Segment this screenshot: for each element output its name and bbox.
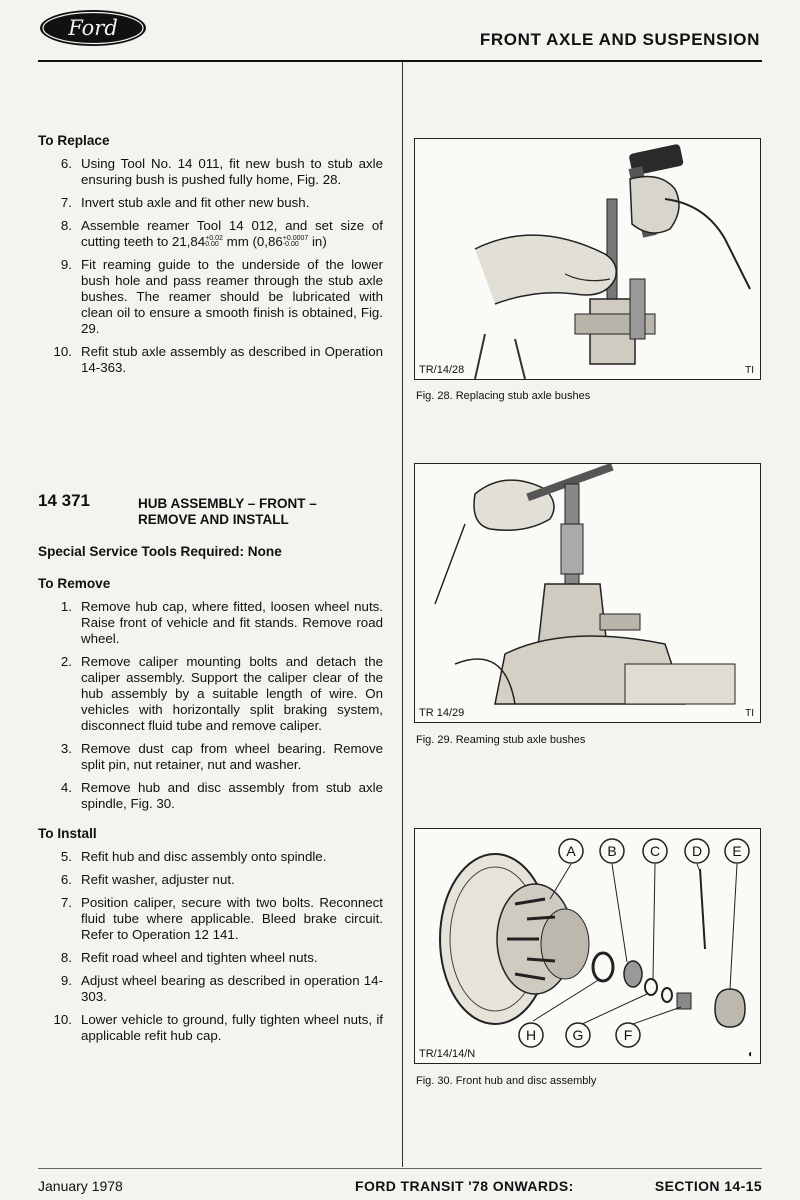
- step-number: 10.: [53, 344, 72, 359]
- list-item: [38, 780, 383, 812]
- list-item: [38, 654, 383, 734]
- step-text: Remove dust cap from wheel bearing. Remove split pin, nut retainer, nut and washer.: [81, 741, 383, 772]
- replace-heading: To Replace: [38, 133, 110, 148]
- label-d: D: [691, 843, 703, 859]
- step-number: 6.: [60, 156, 72, 171]
- install-heading: To Install: [38, 826, 97, 841]
- section-title: HUB ASSEMBLY – FRONT – REMOVE AND INSTALL: [138, 496, 317, 527]
- step-text: Using Tool No. 14 011, fit new bush to stub axle ensuring bush is pushed fully home, Fig. 28.: [81, 156, 383, 187]
- step-text: Lower vehicle to ground, fully tighten wheel nuts, if applicable refit hub cap.: [81, 1012, 383, 1043]
- step-number: 8.: [60, 218, 72, 233]
- tolerance-2: +0.0007 -0.00: [282, 235, 309, 249]
- step-text: Refit washer, adjuster nut.: [81, 872, 235, 887]
- figure-mark: TI: [745, 365, 754, 376]
- figure-28: [414, 138, 761, 380]
- footer-divider: [38, 1168, 762, 1169]
- step-text: Position caliper, secure with two bolts. Reconnect fluid tube where applicable. Bleed brake circuit. Refer to Operation 12 141.: [81, 895, 383, 942]
- step-number: 8.: [60, 950, 72, 965]
- label-f: F: [623, 1027, 633, 1043]
- column-divider: [402, 62, 403, 1167]
- list-item: [38, 1012, 383, 1044]
- list-item: [38, 872, 383, 888]
- bush-reaming-illustration: [415, 464, 760, 722]
- list-item: [38, 599, 383, 647]
- list-item: [38, 950, 383, 966]
- label-a: A: [566, 843, 576, 859]
- label-g: G: [572, 1027, 584, 1043]
- hub-exploded-illustration: [415, 829, 760, 1063]
- label-b: B: [607, 843, 617, 859]
- step-text: Remove hub cap, where fitted, loosen wheel nuts. Raise front of vehicle and fit stands. Remove road wheel.: [81, 599, 383, 646]
- step-text: Invert stub axle and fit other new bush.: [81, 195, 310, 210]
- figure-code: TR/14/28: [419, 364, 465, 376]
- footer-date: January 1978: [38, 1178, 123, 1194]
- step-text: Fit reaming guide to the underside of the lower bush hole and pass reamer through the stub axle bushes. The reamer should be lubricated with clean oil to ensure a smooth finish is obtained, Fig. 29.: [81, 257, 383, 336]
- step-number: 6.: [60, 872, 72, 887]
- figure-mark-icon: ◐: [747, 1049, 754, 1060]
- step-number: 10.: [53, 1012, 72, 1027]
- list-item: [38, 973, 383, 1005]
- remove-heading: To Remove: [38, 576, 111, 591]
- list-item: [38, 895, 383, 943]
- step-number: 4.: [60, 780, 72, 795]
- step-number: 2.: [60, 654, 72, 669]
- step-text: Remove caliper mounting bolts and detach the caliper assembly. Support the caliper clear of the hub assembly by a suitable length of wire. On vehicles with horizontally split braking system, disconnect fluid tube and remove caliper.: [81, 654, 383, 733]
- tolerance-1: +0.02 0.00: [205, 235, 223, 249]
- step-number: 9.: [60, 973, 72, 988]
- step-text: Refit stub axle assembly as described in Operation 14-363.: [81, 344, 383, 375]
- logo-text: Ford: [68, 16, 118, 40]
- bush-replacing-illustration: [415, 139, 760, 379]
- step-text: Adjust wheel bearing as described in operation 14-303.: [81, 973, 383, 1004]
- special-tools-note: Special Service Tools Required: None: [38, 544, 282, 559]
- list-item: [38, 741, 383, 773]
- figure-code: TR 14/29: [419, 707, 465, 719]
- step-text: Remove hub and disc assembly from stub axle spindle, Fig. 30.: [81, 780, 383, 811]
- step-number: 1.: [60, 599, 72, 614]
- left-column: [38, 133, 383, 383]
- figure-29-caption: Fig. 29. Reaming stub axle bushes: [416, 734, 586, 746]
- list-item: [38, 156, 383, 188]
- step-text: Assemble reamer Tool 14 012, and set size of cutting teeth to 21,84+0.02 0.00 mm (0,86+0.0007 -0.00 in): [81, 218, 383, 249]
- label-h: H: [525, 1027, 537, 1043]
- page-header-title: FRONT AXLE AND SUSPENSION: [479, 30, 760, 49]
- label-e: E: [732, 843, 742, 859]
- list-item: [38, 344, 383, 376]
- step-number: 9.: [60, 257, 72, 272]
- figure-mark: TI: [745, 708, 754, 719]
- footer-publication: FORD TRANSIT '78 ONWARDS:: [355, 1178, 574, 1194]
- list-item: [38, 849, 383, 865]
- step-number: 7.: [60, 195, 72, 210]
- figure-28-caption: Fig. 28. Replacing stub axle bushes: [416, 390, 591, 402]
- list-item: [38, 195, 383, 211]
- step-number: 3.: [60, 741, 72, 756]
- header-divider: [38, 60, 762, 62]
- figure-30: [414, 828, 761, 1064]
- section-number: 14 371: [38, 491, 90, 510]
- ford-logo: [38, 8, 148, 48]
- step-text: Refit road wheel and tighten wheel nuts.: [81, 950, 318, 965]
- figure-code: TR/14/14/N: [419, 1048, 476, 1060]
- list-item: [38, 218, 383, 250]
- section-heading: [38, 493, 383, 528]
- footer-section: SECTION 14-15: [654, 1178, 762, 1194]
- step-number: 7.: [60, 895, 72, 910]
- list-item: [38, 257, 383, 337]
- figure-30-caption: Fig. 30. Front hub and disc assembly: [416, 1075, 597, 1087]
- step-number: 5.: [60, 849, 72, 864]
- label-c: C: [649, 843, 661, 859]
- figure-29: [414, 463, 761, 723]
- hub-section: [38, 493, 383, 1051]
- step-text: Refit hub and disc assembly onto spindle.: [81, 849, 327, 864]
